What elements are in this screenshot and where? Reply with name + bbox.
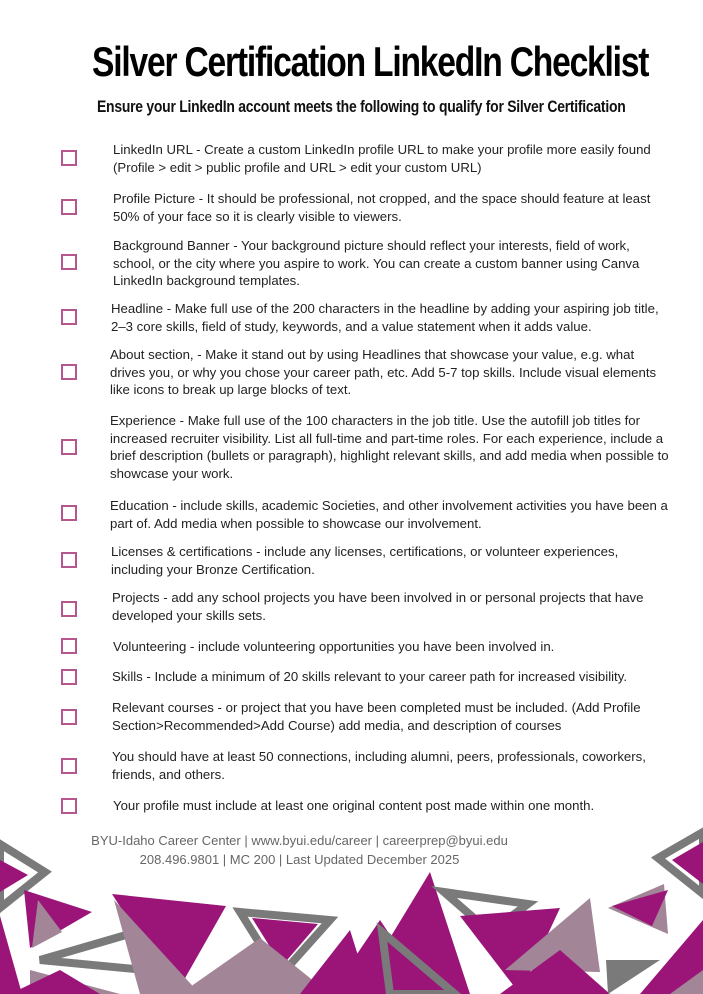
checkbox-content-post[interactable] [61, 798, 77, 814]
checkbox-background-banner[interactable] [61, 254, 77, 270]
item-text-connections: You should have at least 50 connections, including alumni, peers, professionals, coworkers, friends, and others. [112, 749, 646, 782]
triangle-shape [0, 916, 22, 994]
item-text-experience: Experience - Make full use of the 100 characters in the job title. Use the autofill job titles for increased recruiter visibility. List all full-time and part-time roles. For each experience, include a brief description (bullets or paragraph), highlight relevant skills, and add media when possible to showcase your work. [110, 413, 669, 481]
triangle-shape [10, 970, 100, 994]
item-text-projects: Projects - add any school projects you have been involved in or personal projects that have developed your skills sets. [112, 590, 644, 623]
item-text-courses: Relevant courses - or project that you have been completed must be included. (Add Profile Section>Recommended>Add Course) add media, and description of courses [112, 700, 641, 733]
checkbox-experience[interactable] [61, 439, 77, 455]
footer-details: 208.496.9801 | MC 200 | Last Updated December 2025 [139, 852, 460, 867]
decorative-triangles [0, 820, 703, 994]
checkbox-skills[interactable] [61, 669, 77, 685]
item-text-headline: Headline - Make full use of the 200 characters in the headline by adding your aspiring job title, 2–3 core skills, field of study, keywords, and a value statement when it adds value. [111, 301, 659, 334]
checkbox-volunteering[interactable] [61, 638, 77, 654]
checkbox-url[interactable] [61, 150, 77, 166]
item-text-licenses: Licenses & certifications - include any licenses, certifications, or volunteer experiences, including your Bronze Certification. [111, 544, 619, 577]
checkbox-courses[interactable] [61, 709, 77, 725]
checkbox-connections[interactable] [61, 758, 77, 774]
item-text-profile-picture: Profile Picture - It should be professional, not cropped, and the space should feature at least 50% of your face so it is clearly visible to viewers. [113, 191, 651, 224]
checkbox-education[interactable] [61, 505, 77, 521]
item-text-background-banner: Background Banner - Your background picture should reflect your interests, field of work, school, or the city where you aspire to work. You can create a custom banner using Canva LinkedIn background templates. [113, 238, 640, 289]
checkbox-licenses[interactable] [61, 552, 77, 568]
checkbox-profile-picture[interactable] [61, 199, 77, 215]
item-text-skills: Skills - Include a minimum of 20 skills relevant to your career path for increased visibility. [112, 669, 628, 684]
item-text-content-post: Your profile must include at least one original content post made within one month. [113, 798, 595, 813]
item-text-url: LinkedIn URL - Create a custom LinkedIn profile URL to make your profile more easily found (Profile > edit > public profile and URL > edit your custom URL) [113, 142, 651, 175]
footer-contact: BYU-Idaho Career Center | www.byui.edu/career | careerprep@byui.edu [91, 833, 508, 848]
checkbox-projects[interactable] [61, 601, 77, 617]
item-text-volunteering: Volunteering - include volunteering opportunities you have been involved in. [113, 639, 555, 654]
page-subtitle: Ensure your LinkedIn account meets the following to qualify for Silver Certification [97, 97, 626, 116]
checkbox-about[interactable] [61, 364, 77, 380]
page-title: Silver Certification LinkedIn Checklist [92, 38, 649, 85]
checkbox-headline[interactable] [61, 309, 77, 325]
item-text-education: Education - include skills, academic Societies, and other involvement activities you have been a part of. Add media when possible to showcase our involvement. [110, 498, 668, 531]
item-text-about: About section, - Make it stand out by using Headlines that showcase your value, e.g. what drives you, or why you chose your career path, etc. Add 5-7 top skills. Include visual elements like icons to break up large blocks of text. [110, 347, 657, 398]
